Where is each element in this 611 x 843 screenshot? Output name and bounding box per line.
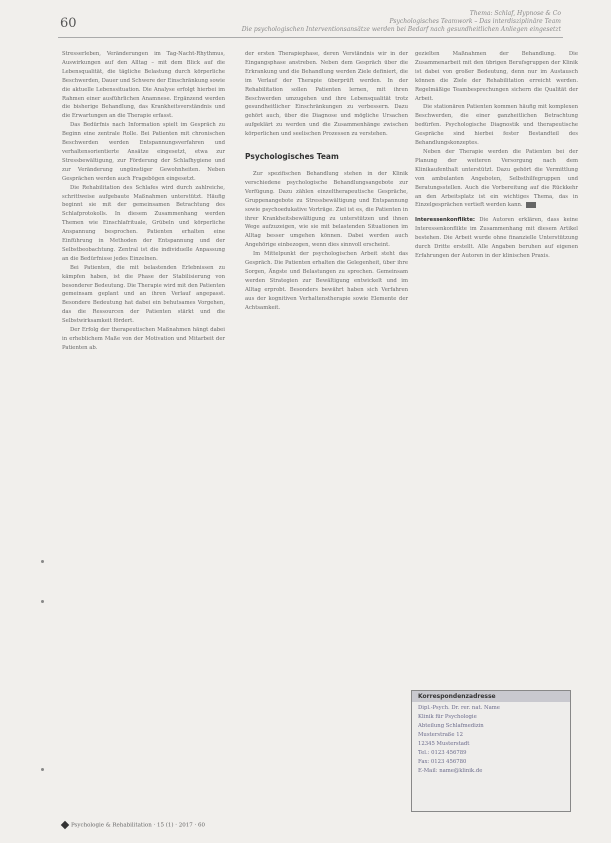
paragraph: Die Rehabilitation des Schlafes wird durch zahlreiche, schrittweise aufgebaute Maßnahmen unterstützt. Häufig beginnt sie mit der gemeinsamen Betrachtung des Schlafprotokolls. In diesem Zusammenhang werden Themen wie Einschlafrituale, Grübeln und körperliche Anspannung besprochen. Patienten erhalten eine Einführung in Methoden der Entspannung und der Selbstbeobachtung. Zentral ist die individuelle Anpassung an die Bedürfnisse jedes Einzelnen. <box>62 184 225 262</box>
paragraph: der ersten Therapiephase, deren Verständnis wir in der Eingangsphase anstreben. Neben dem Gespräch über die Erkrankung und die Behandlung werden Ziele definiert, die im Verlauf der Therapie überprüft werden. In der Rehabilitation sollen Patienten lernen, mit ihren Beschwerden umzugehen und ihre Lebensqualität trotz gesundheitlicher Einschränkungen zu verbessern. Dazu gehört auch, über die Diagnose und mögliche Ursachen aufgeklärt zu werden und die Zusammenhänge zwischen körperlichen und seelischen Prozessen zu verstehen. <box>245 51 408 138</box>
paragraph-text: Neben der Therapie werden die Patienten bei der Planung der weiteren Versorgung nach dem Klinikaufenthalt unterstützt. Dazu gehört die Vermittlung von ambulanten Angeboten, Selbsthilfegruppen und Beratungsstellen. Auch die Vorbereitung auf die Rückkehr an den Arbeitsplatz ist ein wichtiges Thema, das in Einzelgesprächen vertieft werden kann. <box>415 148 578 209</box>
paragraph: Die stationären Patienten kommen häufig mit komplexen Beschwerden, die einer ganzheitlichen Betrachtung bedürfen. Psychologische Diagnostik und therapeutische Gespräche sind hierbei fester Bestandteil des Behandlungskonzeptes. <box>415 104 578 147</box>
page-footer <box>62 822 205 829</box>
text-column-right <box>415 50 578 261</box>
header-rule <box>58 37 563 38</box>
conflict-heading: Interessenkonflikte: <box>415 217 476 224</box>
page-number: 60 <box>60 16 77 31</box>
correspondence-box <box>411 690 571 812</box>
section-heading: Psychologisches Team <box>245 152 339 162</box>
paragraph <box>415 148 578 210</box>
header-line: Die psychologischen Interventionsansätze werden bei Bedarf nach gesundheitlichen Anliegen eingesetzt <box>241 26 561 33</box>
correspondence-title: Korrespondenzadresse <box>412 691 570 702</box>
text-column-left <box>62 50 225 353</box>
paragraph: Das Bedürfnis nach Information spielt im Gespräch zu Beginn eine zentrale Rolle. Bei Patienten mit chronischen Beschwerden werden Entspannungsverfahren und verhaltensorientierte Ansätze eingesetzt, etwa zur Stressbewältigung, zur Förderung der Schlafhygiene und zur Veränderung ungünstiger Gewohnheiten. Neben Gesprächen werden auch Fragebögen eingesetzt. <box>62 122 225 182</box>
text-column-middle <box>245 50 408 312</box>
end-of-article-icon <box>526 202 536 208</box>
address-line: Abteilung Schlafmedizin <box>418 723 484 729</box>
conflict-of-interest <box>415 216 578 261</box>
scan-mark <box>41 600 44 603</box>
address-line: Fax: 0123 456780 <box>418 759 467 765</box>
scan-mark <box>41 768 44 771</box>
paragraph: Zur spezifischen Behandlung stehen in der Klinik verschiedene psychologische Behandlungsangebote zur Verfügung. Dazu zählen einzeltherapeutische Gespräche, Gruppenangebote zu Stressbewältigung und Entspannung sowie psychoedukative Vorträge. Ziel ist es, die Patienten in ihrer Krankheitsbewältigung zu unterstützen und ihnen Wege aufzuzeigen, wie sie mit belastenden Situationen im Alltag besser umgehen können. Dabei werden auch Angehörige einbezogen, wenn dies sinnvoll erscheint. <box>245 170 408 249</box>
header-line: Psychologisches Teamwork – Das interdisziplinäre Team <box>389 18 561 25</box>
paragraph: Im Mittelpunkt der psychologischen Arbeit steht das Gespräch. Die Patienten erhalten die Gelegenheit, über ihre Sorgen, Ängste und Belastungen zu sprechen. Gemeinsam werden Strategien zur Bewältigung entwickelt und im Alltag erprobt. Besonders bewährt haben sich Verfahren aus der kognitiven Verhaltenstherapie sowie Elemente der Achtsamkeit. <box>245 251 408 311</box>
address-line: 12345 Musterstadt <box>418 741 470 747</box>
journal-logo-icon <box>61 821 69 829</box>
conflict-text: Die Autoren erklären, dass keine Interessenkonflikte im Zusammenhang mit diesem Artikel bestehen. Die Arbeit wurde ohne finanzielle Unterstützung durch Dritte erstellt. Alle Angaben beruhen auf eigenen Erfahrungen der Autoren in der klinischen Praxis. <box>415 217 578 259</box>
footer-text: Psychologie & Rehabilitation · 15 (1) · 2017 · 60 <box>71 822 206 829</box>
correspondence-address <box>412 702 570 778</box>
scan-mark <box>41 560 44 563</box>
running-header <box>241 10 561 34</box>
paragraph: Bei Patienten, die mit belastenden Erlebnissen zu kämpfen haben, ist die Phase der Stabilisierung von besonderer Bedeutung. Die Therapie wird mit den Patienten gemeinsam geplant und an ihren Verlauf angepasst. Besondere Bedeutung hat dabei ein behutsames Vorgehen, das die Ressourcen der Patienten stärkt und die Selbstwirksamkeit fördert. <box>62 264 225 325</box>
email-link[interactable]: E-Mail: name@klinik.de <box>418 768 483 774</box>
paragraph: gezielten Maßnahmen der Behandlung. Die Zusammenarbeit mit den übrigen Berufsgruppen der Klinik ist dabei von großer Bedeutung, denn nur im Austausch können die Ziele der Rehabilitation erreicht werden. Regelmäßige Teambesprechungen sichern die Qualität der Arbeit. <box>415 51 578 102</box>
address-line: Dipl.-Psych. Dr. rer. nat. Name <box>418 705 500 711</box>
paragraph: Der Erfolg der therapeutischen Maßnahmen hängt dabei in erheblichem Maße von der Motivation und Mitarbeit der Patienten ab. <box>62 327 225 351</box>
address-line: Tel.: 0123 456789 <box>418 750 467 756</box>
address-line: Musterstraße 12 <box>418 732 463 738</box>
header-line: Thema: Schlaf, Hypnose & Co <box>469 10 561 17</box>
address-line: Klinik für Psychologie <box>418 714 477 720</box>
paragraph: Stresserleben, Veränderungen im Tag-Nacht-Rhythmus, Auswirkungen auf den Alltag – mit dem Blick auf die Lebensqualität, die tägliche Belastung durch körperliche Beschwerden, Dauer und Schwere der Einschränkung sowie die aktuelle Lebenssituation. Die Analyse erfolgt hierbei im Rahmen einer ausführlichen Anamnese. Ergänzend werden die bisherige Behandlung, das Krankheitsverständnis und die Erwartungen an die Therapie erfasst. <box>62 51 226 120</box>
